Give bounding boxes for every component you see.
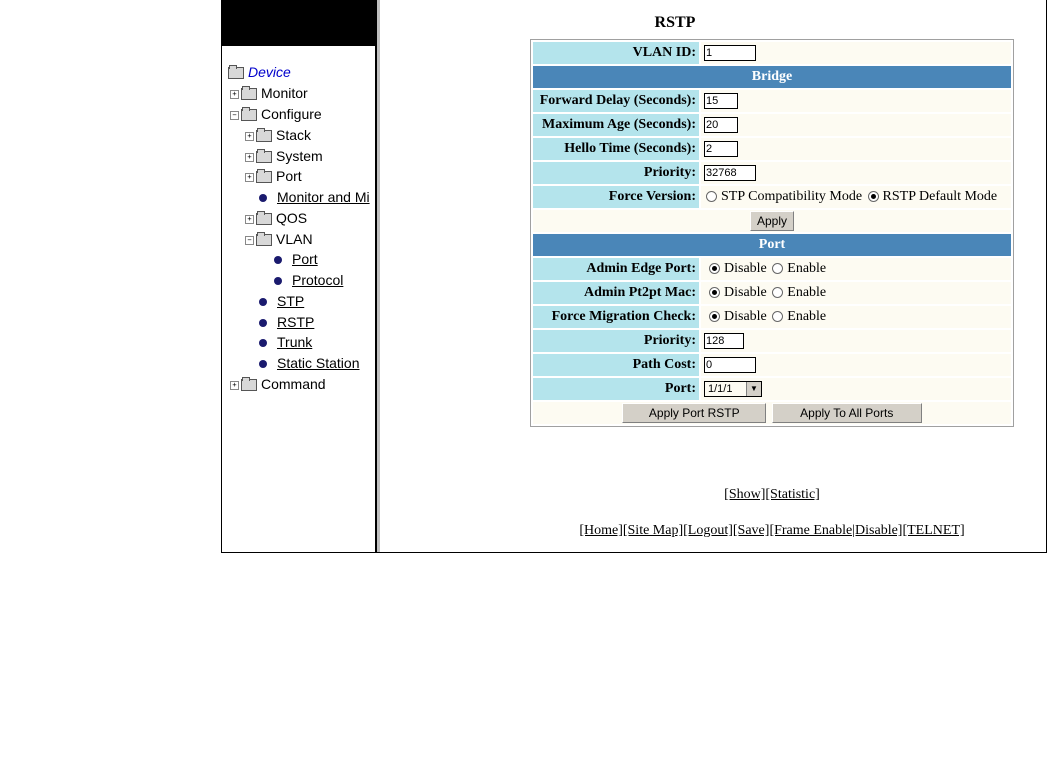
admin-pt2pt-row: [533, 282, 1011, 304]
port-priority-row: [533, 330, 1011, 352]
admin-edge-row: [533, 258, 1011, 280]
folder-icon: [256, 130, 272, 142]
bridge-section-header: Bridge: [533, 66, 1011, 88]
hello-time-row: [533, 138, 1011, 160]
page-bullet-icon: [259, 339, 267, 347]
admin-pt2pt-label: Admin Pt2pt Mac:: [533, 282, 699, 304]
expand-icon[interactable]: +: [245, 132, 254, 141]
show-link[interactable]: [Show]: [724, 487, 766, 502]
tree-item-monitor[interactable]: + Monitor: [230, 83, 308, 103]
statistic-link[interactable]: [Statistic]: [765, 487, 820, 502]
forward-delay-row: [533, 90, 1011, 112]
vlan-id-label: VLAN ID:: [533, 42, 699, 64]
tree-item-device[interactable]: Device: [228, 62, 291, 82]
navigation-frame: [222, 0, 377, 552]
tree-item-stp[interactable]: STP: [257, 291, 304, 311]
page-bullet-icon: [274, 277, 282, 285]
apply-port-rstp-button[interactable]: Apply Port RSTP: [622, 403, 766, 423]
page-bullet-icon: [259, 194, 267, 202]
expand-icon[interactable]: +: [245, 173, 254, 182]
stp-compat-radio[interactable]: [706, 191, 717, 202]
bridge-priority-row: [533, 162, 1011, 184]
home-link[interactable]: [Home]: [579, 523, 623, 538]
expand-icon[interactable]: +: [245, 153, 254, 162]
expand-icon[interactable]: +: [230, 381, 239, 390]
folder-icon: [256, 151, 272, 163]
apply-bridge-button[interactable]: Apply: [750, 211, 794, 231]
admin-pt2pt-enable-label: Enable: [787, 285, 827, 300]
folder-icon: [256, 213, 272, 225]
collapse-icon[interactable]: −: [245, 236, 254, 245]
forward-delay-label: Forward Delay (Seconds):: [533, 90, 699, 112]
footer-links: [530, 523, 1014, 539]
port-section-header: Port: [533, 234, 1011, 256]
logout-link[interactable]: [Logout]: [683, 523, 733, 538]
page-bullet-icon: [259, 360, 267, 368]
nav-header-bar: [222, 0, 377, 46]
tree-item-vlan-protocol[interactable]: Protocol: [272, 270, 343, 290]
folder-icon: [241, 379, 257, 391]
path-cost-input[interactable]: [704, 357, 756, 373]
force-migration-row: [533, 306, 1011, 328]
folder-icon: [241, 88, 257, 100]
show-statistic-links: [530, 487, 1014, 503]
vlan-id-input[interactable]: [704, 45, 756, 61]
admin-pt2pt-disable-label: Disable: [724, 285, 767, 300]
tree-item-stack[interactable]: + Stack: [245, 125, 311, 145]
forward-delay-input[interactable]: [704, 93, 738, 109]
admin-edge-disable-label: Disable: [724, 261, 767, 276]
dropdown-arrow-icon[interactable]: ▼: [746, 382, 761, 396]
tree-item-qos[interactable]: + QOS: [245, 208, 307, 228]
frame-toggle-link[interactable]: [Frame Enable|Disable]: [769, 523, 903, 538]
max-age-label: Maximum Age (Seconds):: [533, 114, 699, 136]
page-bullet-icon: [274, 256, 282, 264]
open-folder-icon: [228, 67, 244, 79]
rstp-default-label: RSTP Default Mode: [882, 189, 998, 204]
page-bullet-icon: [259, 298, 267, 306]
tree-item-vlan[interactable]: − VLAN: [245, 229, 313, 249]
port-select-row: [533, 378, 1011, 400]
admin-edge-label: Admin Edge Port:: [533, 258, 699, 280]
tree-item-vlan-port[interactable]: Port: [272, 249, 318, 269]
expand-icon[interactable]: +: [230, 90, 239, 99]
port-select[interactable]: 1/1/1 ▼: [704, 381, 762, 397]
expand-icon[interactable]: +: [245, 215, 254, 224]
admin-pt2pt-disable-radio[interactable]: [709, 287, 720, 298]
max-age-input[interactable]: [704, 117, 738, 133]
content-frame: [380, 0, 1046, 552]
port-priority-input[interactable]: [704, 333, 744, 349]
rstp-default-radio[interactable]: [868, 191, 879, 202]
tree-item-rstp[interactable]: RSTP: [257, 312, 314, 332]
force-migration-disable-label: Disable: [724, 309, 767, 324]
port-select-label: Port:: [533, 378, 699, 400]
admin-pt2pt-enable-radio[interactable]: [772, 287, 783, 298]
bridge-priority-label: Priority:: [533, 162, 699, 184]
path-cost-row: [533, 354, 1011, 376]
site-map-link[interactable]: [Site Map]: [622, 523, 684, 538]
vlan-id-row: [533, 42, 1011, 64]
port-priority-label: Priority:: [533, 330, 699, 352]
tree-item-port[interactable]: + Port: [245, 166, 302, 186]
tree-item-monitor-and-mirror[interactable]: Monitor and Mi: [257, 187, 370, 207]
tree-item-command[interactable]: + Command: [230, 374, 326, 394]
force-migration-enable-label: Enable: [787, 309, 827, 324]
force-migration-disable-radio[interactable]: [709, 311, 720, 322]
apply-to-all-ports-button[interactable]: Apply To All Ports: [772, 403, 922, 423]
folder-icon: [256, 171, 272, 183]
browser-frame: [221, 0, 1047, 553]
hello-time-label: Hello Time (Seconds):: [533, 138, 699, 160]
hello-time-input[interactable]: [704, 141, 738, 157]
tree-item-configure[interactable]: − Configure: [230, 104, 322, 124]
telnet-link[interactable]: [TELNET]: [902, 523, 965, 538]
path-cost-label: Path Cost:: [533, 354, 699, 376]
force-migration-enable-radio[interactable]: [772, 311, 783, 322]
open-folder-icon: [241, 109, 257, 121]
collapse-icon[interactable]: −: [230, 111, 239, 120]
page-bullet-icon: [259, 319, 267, 327]
rstp-form: [530, 39, 1014, 427]
tree-item-static-station[interactable]: Static Station: [257, 353, 360, 373]
stp-compat-label: STP Compatibility Mode: [721, 189, 863, 204]
force-migration-label: Force Migration Check:: [533, 306, 699, 328]
force-version-label: Force Version:: [533, 186, 699, 208]
force-version-row: [533, 186, 1011, 208]
bridge-priority-input[interactable]: [704, 165, 756, 181]
save-link[interactable]: [Save]: [732, 523, 770, 538]
admin-edge-enable-radio[interactable]: [772, 263, 783, 274]
tree-item-system[interactable]: + System: [245, 146, 323, 166]
tree-item-trunk[interactable]: Trunk: [257, 332, 312, 352]
admin-edge-enable-label: Enable: [787, 261, 827, 276]
max-age-row: [533, 114, 1011, 136]
page-title: RSTP: [654, 14, 696, 31]
open-folder-icon: [256, 234, 272, 246]
admin-edge-disable-radio[interactable]: [709, 263, 720, 274]
